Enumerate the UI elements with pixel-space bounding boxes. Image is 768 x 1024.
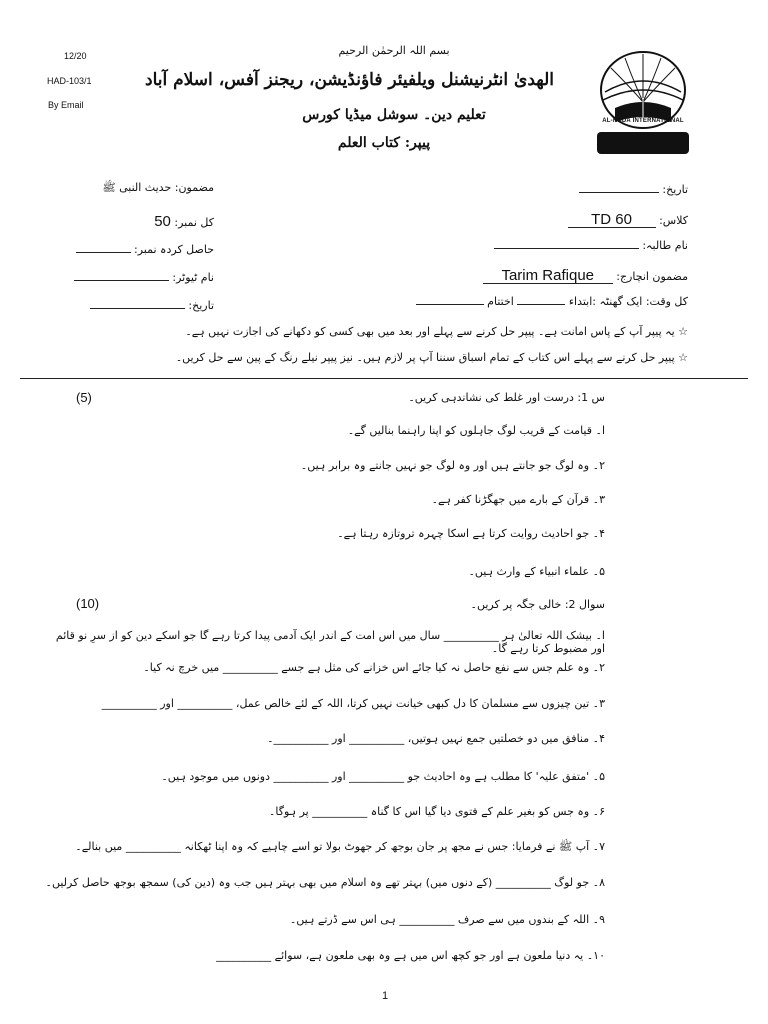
total-marks-field bbox=[64, 214, 214, 229]
course-name: تعلیم دین۔ سوشل میڈیا کورس bbox=[302, 107, 486, 123]
q1-item-5: ۵۔ علماء انبیاء کے وارث ہیں۔ bbox=[468, 565, 605, 578]
q2-item-9: ۹۔ اللہ کے بندوں میں سے صرف __________ ہی اس سے ڈرتے ہیں۔ bbox=[289, 913, 605, 926]
date-code: 12/20 bbox=[64, 51, 87, 61]
date-field bbox=[579, 184, 688, 195]
q2-item-4: ۴۔ منافق میں دو خصلتیں جمع نہیں ہوتیں، __________ اور __________۔ bbox=[267, 732, 605, 745]
tutor-label: نام ٹیوٹر: bbox=[172, 271, 214, 284]
class-field bbox=[568, 212, 688, 228]
page-number: 1 bbox=[382, 990, 389, 1002]
instruction-1: ☆ یہ پیپر آپ کے پاس امانت ہے۔ پیپر حل کرنے سے پہلے اور بعد میں بھی کسی کو دکھانے کی اجازت نہیں ہے۔ bbox=[185, 325, 688, 338]
delivery-method: By Email bbox=[48, 100, 84, 110]
tutor-date-input[interactable] bbox=[90, 308, 185, 309]
subject-field bbox=[64, 182, 214, 193]
class-value: TD 60 bbox=[591, 211, 632, 228]
incharge-value: Tarim Rafique bbox=[501, 267, 595, 284]
q2-item-2: ۲۔ وہ علم جس سے نفع حاصل نہ کیا جائے اس خزانے کی مثل ہے جسے __________ میں خرچ نہ کیا۔ bbox=[143, 661, 605, 674]
end-input[interactable] bbox=[416, 304, 484, 305]
student-input[interactable] bbox=[494, 248, 639, 249]
incharge-input[interactable] bbox=[483, 268, 613, 284]
q1-title: س 1: درست اور غلط کی نشاندہی کریں۔ bbox=[408, 391, 605, 404]
separator-line bbox=[20, 378, 748, 379]
document-code: HAD-103/1 bbox=[47, 76, 92, 86]
class-input[interactable] bbox=[568, 212, 656, 228]
tutor-field bbox=[64, 272, 214, 283]
date-label: تاریخ: bbox=[662, 183, 688, 196]
time-label: کل وقت: ایک گھنٹہ bbox=[599, 295, 688, 308]
instruction-2: ☆ پیپر حل کرنے سے پہلے اس کتاب کے تمام اسباق سننا آپ پر لازم ہیں۔ نیز پیپر نیلے رنگ کے پین سے حل کریں۔ bbox=[175, 351, 688, 364]
q2-item-6: ۶۔ وہ جس کو بغیر علم کے فتوی دیا گیا اس کا گناہ __________ پر ہوگا۔ bbox=[268, 805, 605, 818]
student-label: نام طالبہ: bbox=[642, 239, 688, 252]
q2-item-8: ۸۔ جو لوگ __________ (کے دنوں میں) بہتر تھے وہ اسلام میں بھی بہتر ہیں جب وہ (دین کی) سمجھ بوجھ حاصل کرلیں۔ bbox=[45, 876, 605, 889]
subject-label: مضمون: حدیث النبی ﷺ bbox=[102, 181, 214, 194]
date-input[interactable] bbox=[579, 192, 659, 193]
q1-item-2: ۲۔ وہ لوگ جو جانتے ہیں اور وہ لوگ جو نہیں جانتے وہ برابر ہیں۔ bbox=[300, 459, 605, 472]
q1-marks: (5) bbox=[76, 390, 92, 405]
obtained-marks-label: حاصل کردہ نمبر: bbox=[134, 243, 214, 256]
total-marks-value: 50 bbox=[154, 213, 171, 230]
al-huda-logo bbox=[585, 40, 701, 158]
total-marks-label: کل نمبر: bbox=[174, 216, 214, 229]
organization-name: الھدیٰ انٹرنیشنل ویلفیئر فاؤنڈیشن، ریجنز آفس، اسلام آباد bbox=[145, 70, 554, 90]
q2-item-7: ۷۔ آپ ﷺ نے فرمایا: جس نے مجھ پر جان بوجھ کر جھوٹ بولا تو اسے چاہیے کہ وہ اپنا ٹھکانہ __________ میں بنالے۔ bbox=[75, 840, 605, 853]
incharge-label: مضمون انچارج: bbox=[616, 270, 688, 283]
q2-item-3: ۳۔ تین چیزوں سے مسلمان کا دل کبھی خیانت نہیں کرتا، اللہ کے لئے خالص عمل، __________ اور __________ bbox=[101, 697, 605, 710]
q1-item-3: ۳۔ قرآن کے بارے میں جھگڑنا کفر ہے۔ bbox=[431, 493, 605, 506]
q1-item-4: ۴۔ جو احادیث روایت کرتا ہے اسکا چہرہ تروتازہ رہتا ہے۔ bbox=[337, 527, 605, 540]
q2-item-1: ا۔ بیشک اللہ تعالیٰ ہر __________ سال میں اس امت کے اندر ایک آدمی پیدا کرتا رہے گا جو اسکے دین کو از سرِ نو قائم اور مضبوط کرتا رہے گا۔ bbox=[55, 629, 605, 656]
q2-marks: (10) bbox=[76, 596, 100, 611]
time-field: کل وقت: ایک گھنٹہ :ابتداء اختتام bbox=[416, 296, 688, 307]
tutor-date-label: تاریخ: bbox=[188, 299, 214, 312]
paper-title: پیپر: کتاب العلم bbox=[337, 135, 431, 151]
bismillah: بسم اللہ الرحمٰن الرحیم bbox=[338, 44, 450, 57]
start-label: ابتداء bbox=[568, 295, 593, 308]
class-label: کلاس: bbox=[659, 214, 688, 227]
tutor-date-field bbox=[64, 300, 214, 311]
q2-item-5: ۵۔ 'متفق علیہ' کا مطلب ہے وہ احادیث جو __________ اور __________ دونوں میں موجود ہیں۔ bbox=[161, 770, 605, 783]
end-label: اختتام bbox=[487, 295, 514, 308]
tutor-input[interactable] bbox=[74, 280, 169, 281]
q2-title: سوال 2: خالی جگہ پر کریں۔ bbox=[470, 598, 605, 611]
incharge-field bbox=[483, 268, 688, 284]
logo-text: AL-HUDA INTERNATIONAL bbox=[602, 118, 684, 124]
obtained-marks-input[interactable] bbox=[76, 252, 131, 253]
obtained-marks-field bbox=[64, 244, 214, 255]
start-input[interactable] bbox=[517, 304, 565, 305]
student-field bbox=[494, 240, 688, 251]
q1-item-1: ا۔ قیامت کے قریب لوگ جاہلوں کو اپنا راہنما بنالیں گے۔ bbox=[347, 424, 605, 437]
q2-item-10: ۱۰۔ یہ دنیا ملعون ہے اور جو کچھ اس میں ہے وہ بھی ملعون ہے، سوائے __________ bbox=[216, 949, 605, 962]
